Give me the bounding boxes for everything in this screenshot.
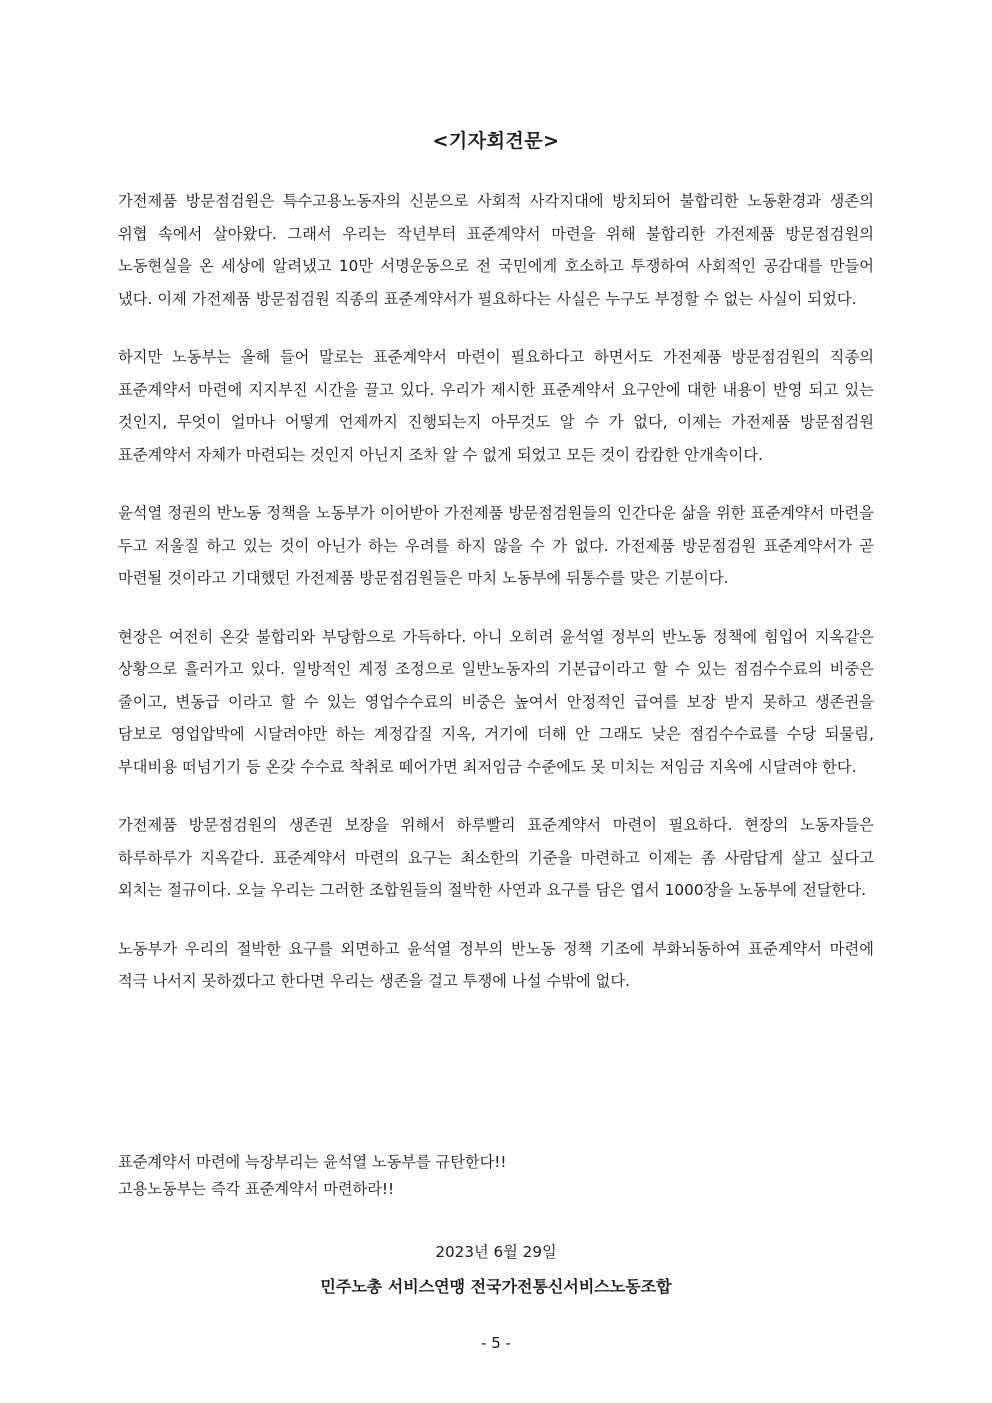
paragraph-6: 노동부가 우리의 절박한 요구를 외면하고 윤석열 정부의 반노동 정책 기조에 부화뇌동하여 표준계약서 마련에 적극 나서지 못하겠다고 한다면 우리는 생존을 걸고 투쟁에 나설 수밖에 없다. (118, 939, 874, 990)
slogans (118, 1149, 874, 1203)
page-number: - 5 - (481, 1334, 511, 1352)
paragraph-4: 현장은 여전히 온갖 불합리와 부당함으로 가득하다. 아니 오히려 윤석열 정부의 반노동 정책에 힘입어 지옥같은 상황으로 흘러가고 있다. 일방적인 계정 조정으로 일반노동자의 기본급이라고 할 수 있는 점검수수료의 비중은 줄이고, 변동급 이라고 할 수 있는 영업수수료의 비중은 높여서 안정적인 급여를 보장 받지 못하고 생존권을 담보로 영업압박에 시달려야만 하는 계정갑질 지옥, 거기에 더해 안 그래도 낮은 점검수수료를 수당 되물림, 부대비용 떠넘기기 등 온갖 수수료 착취로 떼어가면 최저임금 수준에도 못 미치는 저임금 지옥에 시달려야 한다. (118, 627, 874, 776)
document-title: <기자회견문> (432, 130, 560, 152)
paragraph-1: 가전제품 방문점검원은 특수고용노동자의 신분으로 사회적 사각지대에 방치되어 불합리한 노동환경과 생존의 위협 속에서 살아왔다. 그래서 우리는 작년부터 표준계약서 마련을 위해 불합리한 가전제품 방문점검원의 노동현실을 온 세상에 알려냈고 10만 서명운동으로 전 국민에게 호소하고 투쟁하여 사회적인 공감대를 만들어 냈다. 이제 가전제품 방문점검원 직종의 표준계약서가 필요하다는 사실은 누구도 부정할 수 없는 사실이 되었다. (118, 192, 874, 308)
paragraph-5: 가전제품 방문점검원의 생존권 보장을 위해서 하루빨리 표준계약서 마련이 필요하다. 현장의 노동자들은 하루하루가 지옥같다. 표준계약서 마련의 요구는 최소한의 기준을 마련하고 이제는 좀 사람답게 살고 싶다고 외치는 절규이다. 오늘 우리는 그러한 조합원들의 절박한 사연과 요구를 담은 엽서 1000장을 노동부에 전달한다. (118, 816, 874, 899)
slogan-1: 표준계약서 마련에 늑장부리는 윤석열 노동부를 규탄한다!! (118, 1153, 507, 1171)
organization-name: 민주노총 서비스연맹 전국가전통신서비스노동조합 (320, 1277, 672, 1296)
paragraph-3: 윤석열 정권의 반노동 정책을 노동부가 이어받아 가전제품 방문점검원들의 인간다운 삶을 위한 표준계약서 마련을 두고 저울질 하고 있는 것이 아닌가 하는 우려를 하지 않을 수 가 없다. 가전제품 방문점검원 표준계약서가 곧 마련될 것이라고 기대했던 가전제품 방문점검원들은 마치 노동부에 뒤통수를 맞은 기분이다. (118, 504, 874, 587)
document-date: 2023년 6월 29일 (435, 1243, 557, 1261)
paragraph-2: 하지만 노동부는 올해 들어 말로는 표준계약서 마련이 필요하다고 하면서도 가전제품 방문점검원의 직종의 표준계약서 마련에 지지부진 시간을 끌고 있다. 우리가 제시한 표준계약서 요구안에 대한 내용이 반영 되고 있는 것인지, 무엇이 얼마나 어떻게 언제까지 진행되는지 아무것도 알 수 가 없다, 이제는 가전제품 방문점검원 표준계약서 자체가 마련되는 것인지 아닌지 조차 알 수 없게 되었고 모든 것이 캄캄한 안개속이다. (118, 348, 874, 464)
slogan-2: 고용노동부는 즉각 표준계약서 마련하라!! (118, 1180, 395, 1198)
document-body (118, 185, 874, 998)
